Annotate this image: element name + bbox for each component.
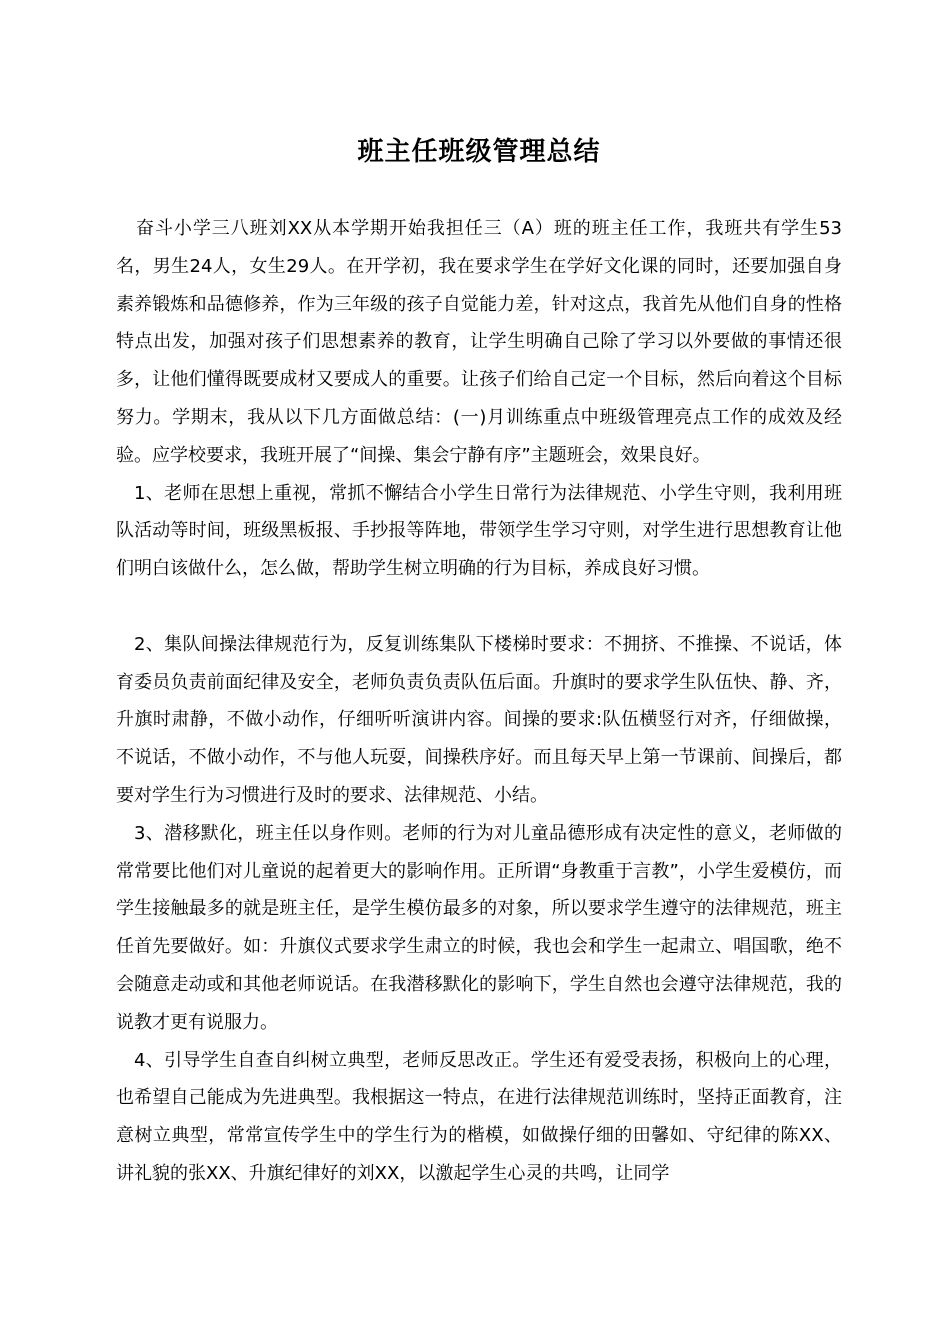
document-title: 班主任班级管理总结 — [357, 137, 601, 167]
paragraph-intro: 奋斗小学三八班刘XX从本学期开始我担任三（A）班的班主任工作，我班共有学生53名，男生24人，女生29人。在开学初，我在要求学生在学好文化课的同时，还要加强自身素养锻炼和品德修养，作为三年级的孩子自觉能力差，针对这点，我首先从他们自身的性格特点出发，加强对孩子们思想素养的教育，让学生明确自己除了学习以外要做的事情还很多，让他们懂得既要成材又要成人的重要。让孩子们给自己定一个目标，然后向着这个目标努力。学期末，我从以下几方面做总结：(一)月训练重点中班级管理亮点工作的成效及经验。应学校要求，我班开展了“间操、集会宁静有序”主题班会，效果良好。 — [116, 218, 842, 466]
paragraph-item-4: 4、引导学生自查自纠树立典型，老师反思改正。学生还有爱受表扬，积极向上的心理，也希望自己能成为先进典型。我根据这一特点，在进行法律规范训练时，坚持正面教育，注意树立典型，常常宣传学生中的学生行为的楷模，如做操仔细的田馨如、守纪律的陈XX、讲礼貌的张XX、升旗纪律好的刘XX，以激起学生心灵的共鸣，让同学 — [116, 1049, 842, 1184]
paragraph-item-1: 1、老师在思想上重视，常抓不懈结合小学生日常行为法律规范、小学生守则，我利用班队活动等时间，班级黑板报、手抄报等阵地，带领学生学习守则，对学生进行思想教育让他们明白该做什么，怎么做，帮助学生树立明确的行为目标，养成良好习惯。 — [116, 482, 842, 580]
paragraph-item-3: 3、潜移默化，班主任以身作则。老师的行为对儿童品德形成有决定性的意义，老师做的常常要比他们对儿童说的起着更大的影响作用。正所谓“身教重于言教”，小学生爱模仿，而学生接触最多的就是班主任，是学生模仿最多的对象，所以要求学生遵守的法律规范，班主任首先要做好。如：升旗仪式要求学生肃立的时候，我也会和学生一起肃立、唱国歌，绝不会随意走动或和其他老师说话。在我潜移默化的影响下，学生自然也会遵守法律规范，我的说教才更有说服力。 — [116, 822, 842, 1033]
paragraph-spacer — [116, 588, 842, 626]
paragraph-item-2: 2、集队间操法律规范行为，反复训练集队下楼梯时要求：不拥挤、不推操、不说话，体育委员负责前面纪律及安全，老师负责负责队伍后面。升旗时的要求学生队伍快、静、齐，升旗时肃静，不做小动作，仔细听听演讲内容。间操的要求:队伍横竖行对齐，仔细做操，不说话，不做小动作，不与他人玩耍，间操秩序好。而且每天早上第一节课前、间操后，都要对学生行为习惯进行及时的要求、法律规范、小结。 — [116, 633, 842, 806]
